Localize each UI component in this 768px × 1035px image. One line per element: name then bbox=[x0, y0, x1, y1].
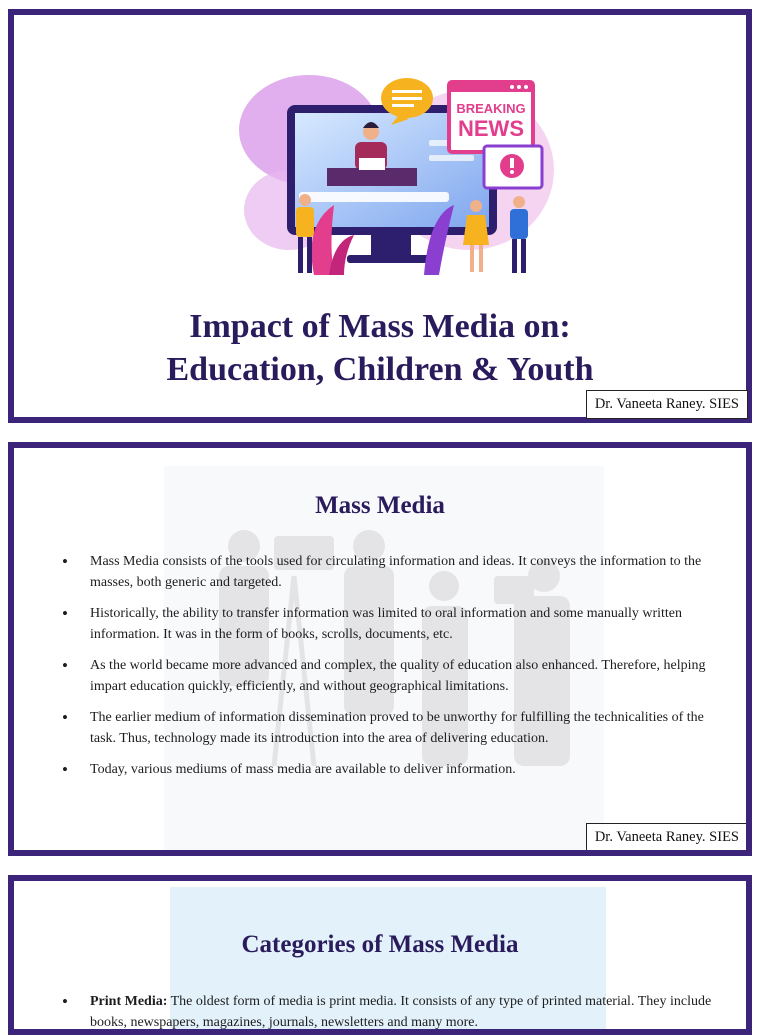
list-item: • The earlier medium of information dissemination proved to be unworthy for fulfilling the technicalities of the task. Thus, technology made its introduction into the area of delivering education. bbox=[58, 707, 718, 749]
author-credit: Dr. Vaneeta Raney. SIES bbox=[586, 823, 748, 852]
list-item bbox=[58, 991, 718, 1033]
slide-heading: Categories of Mass Media bbox=[241, 931, 519, 958]
bullet-list bbox=[58, 551, 718, 790]
author-credit: Dr. Vaneeta Raney. SIES bbox=[586, 390, 748, 419]
list-item: • Today, various mediums of mass media are available to deliver information. bbox=[58, 759, 718, 780]
list-item-label: Print Media: bbox=[90, 994, 168, 1009]
news-label: NEWS bbox=[458, 116, 524, 141]
list-item: • Mass Media consists of the tools used for circulating information and ideas. It conveys the information to the masses, both generic and targeted. bbox=[58, 551, 718, 593]
bullet-list bbox=[58, 991, 718, 1035]
list-item: • As the world became more advanced and complex, the quality of education also enhanced. Therefore, helping impart education quickly, efficiently, and without geographical limitations. bbox=[58, 655, 718, 697]
slide-title bbox=[14, 305, 746, 391]
list-item: • Historically, the ability to transfer information was limited to oral information and some manually written information. It was in the form of books, scrolls, documents, etc. bbox=[58, 603, 718, 645]
slide-heading: Mass Media bbox=[315, 492, 445, 519]
title-slide bbox=[8, 9, 752, 423]
mass-media-slide bbox=[8, 442, 752, 856]
breaking-news-illustration bbox=[229, 60, 559, 275]
breaking-label: BREAKING bbox=[456, 101, 526, 116]
slide-title-line1: Impact of Mass Media on: bbox=[189, 308, 571, 345]
list-item-text: The oldest form of media is print media. It consists of any type of printed material. They include books, newspapers, magazines, journals, newsletters and many more. bbox=[90, 994, 712, 1030]
categories-slide bbox=[8, 875, 752, 1035]
slide-title-line2: Education, Children & Youth bbox=[166, 351, 594, 388]
